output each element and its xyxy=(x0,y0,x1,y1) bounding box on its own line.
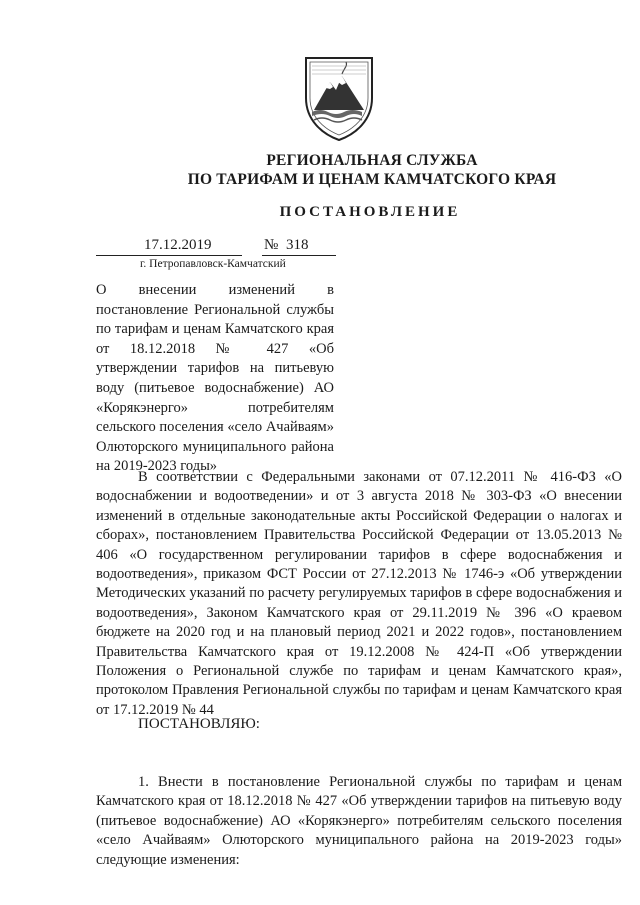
document-number: 318 xyxy=(286,237,309,253)
decree-word: ПОСТАНОВЛЯЮ: xyxy=(138,716,260,732)
date-underline xyxy=(96,255,242,256)
document-date: 17.12.2019 xyxy=(144,237,212,253)
registration-line xyxy=(96,237,336,256)
number-sign: № xyxy=(264,237,279,253)
item-1-paragraph: 1. Внести в постановление Региональной службы по тарифам и ценам Камчатского края от 18.12.2018 № 427 «Об утверждении тарифов на питьевую воду (питьевое водоснабжение) АО «Корякэнерго» потребителям сельского поселения «село Ачайваям» Олюторского муниципального района на 2019-2023 годы» следующие изменения: xyxy=(96,774,622,868)
document-type-title: ПОСТАНОВЛЕНИЕ xyxy=(279,204,461,220)
preamble-paragraph: В соответствии с Федеральными законами от 07.12.2011 № 416-ФЗ «О водоснабжении и водоотведении» и от 3 августа 2018 № 303-ФЗ «О внесении изменений в отдельные законодательные акты Российской Федерации о налогах и сборах», постановлением Правительства Российской Федерации от 13.05.2013 № 406 «О государственном регулировании тарифов в сфере водоснабжения и водоотведения», приказом ФСТ России от 27.12.2013 № 1746-э «Об утверждении Методических указаний по расчету регулируемых тарифов в сфере водоснабжения и водоотведения», Законом Камчатского края от 29.11.2019 № 396 «О краевом бюджете на 2020 год и на плановый период 2021 и 2022 годов», постановлением Правительства Камчатского края от 19.12.2008 № 424-П «Об утверждении Положения о Региональной службе по тарифам и ценам Камчатского края», протоколом Правления Региональной службы по тарифам и ценам Камчатского края от 17.12.2019 № 44 xyxy=(96,469,622,718)
city-name: г. Петропавловск-Камчатский xyxy=(140,258,286,270)
org-name-line1: РЕГИОНАЛЬНАЯ СЛУЖБА xyxy=(266,152,478,169)
document-subject: О внесении изменений в постановление Региональной службы по тарифам и ценам Камчатского края от 18.12.2018 № 427 «Об утверждении тарифов на питьевую воду (питьевое водоснабжение) АО «Корякэнерго» потребителям сельского поселения «село Ачайваям» Олюторского муниципального района на 2019-2023 годы» xyxy=(96,282,334,475)
org-name-line2: ПО ТАРИФАМ И ЦЕНАМ КАМЧАТСКОГО КРАЯ xyxy=(187,171,557,188)
coat-of-arms-icon xyxy=(300,52,378,142)
number-underline xyxy=(262,255,336,256)
